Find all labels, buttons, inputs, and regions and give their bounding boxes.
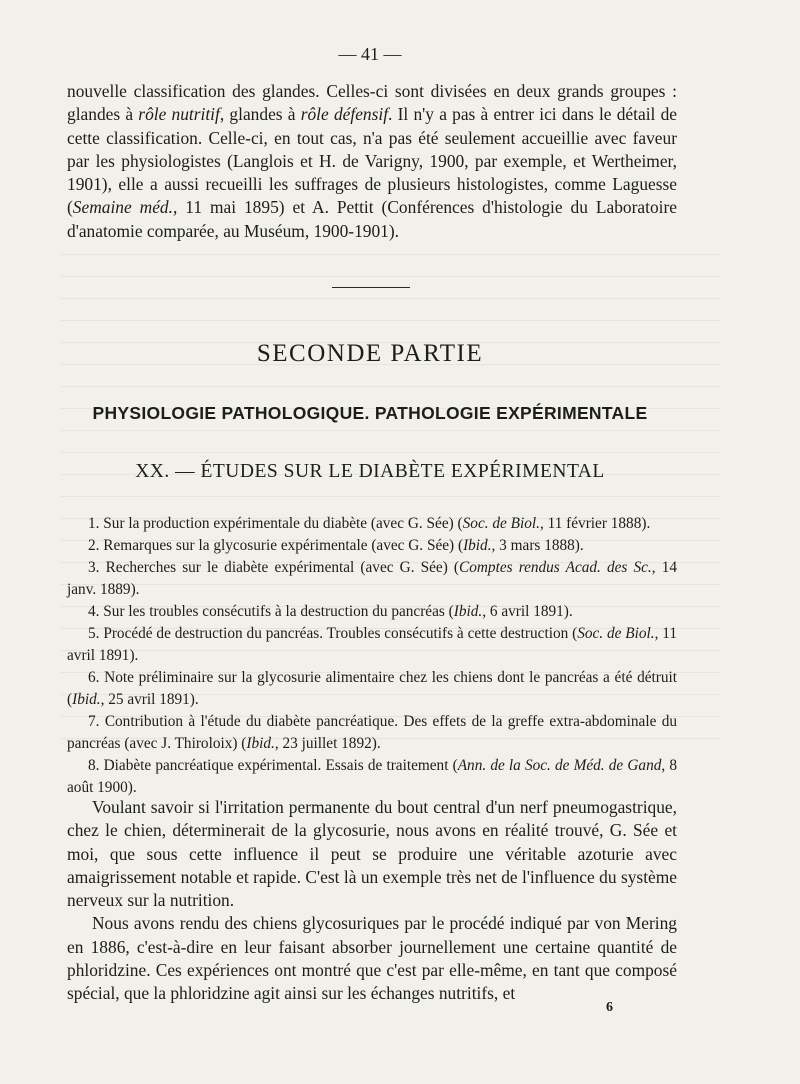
page-number: — 41 — bbox=[338, 44, 402, 64]
intro-paragraph: nouvelle classification des glandes. Celles-ci sont divisées en deux grands groupes : glandes à rôle nutritif, glandes à rôle défensif. Il n'y a pas à entrer ici dans le détail de cette classification. Celle-ci, en tout cas, n'a pas été seulement accueillie avec faveur par les physiologistes (Langlois et H. de Varigny, 1900, par exemple, et Wertheimer, 1901), elle a aussi recueilli les suffrages de plusieurs histologistes, comme Laguesse (Semaine méd., 11 mai 1895) et A. Pettit (Conférences d'histologie du Laboratoire d'anatomie comparée, au Muséum, 1900-1901). bbox=[67, 81, 677, 241]
body-text-block bbox=[67, 796, 677, 1006]
chapter-title: XX. — ÉTUDES SUR LE DIABÈTE EXPÉRIMENTAL bbox=[135, 461, 605, 482]
bibliography-item: 2. Remarques sur la glycosurie expérimentale (avec G. Sée) (Ibid., 3 mars 1888). bbox=[88, 537, 584, 554]
bibliography-item: 4. Sur les troubles consécutifs à la destruction du pancréas (Ibid., 6 avril 1891). bbox=[88, 603, 573, 620]
bibliography-item: 1. Sur la production expérimentale du diabète (avec G. Sée) (Soc. de Biol., 11 février 1888). bbox=[88, 515, 651, 532]
body-paragraph-1: Voulant savoir si l'irritation permanente du bout central d'un nerf pneumogastrique, chez le chien, déterminerait de la glycosurie, nous avons en réalité trouvé, G. Sée et moi, que sous cette influence il peut se produire une véritable azoturie avec amaigrissement notable et rapide. C'est là un exemple très net de l'influence du système nerveux sur la nutrition. bbox=[67, 797, 677, 911]
bibliography-item: 5. Procédé de destruction du pancréas. Troubles consécutifs à cette destruction (Soc. de Biol., 11 avril 1891). bbox=[67, 625, 677, 664]
bibliography-list bbox=[67, 513, 677, 799]
intro-paragraph-block bbox=[67, 80, 677, 243]
part-title: SECONDE PARTIE bbox=[256, 340, 484, 367]
signature-mark: 6 bbox=[606, 1000, 613, 1015]
bibliography-item: 6. Note préliminaire sur la glycosurie alimentaire chez les chiens dont le pancréas a été détruit (Ibid., 25 avril 1891). bbox=[67, 669, 677, 708]
separator-rule bbox=[332, 287, 410, 288]
bibliography-item: 8. Diabète pancréatique expérimental. Essais de traitement (Ann. de la Soc. de Méd. de Gand, 8 août 1900). bbox=[67, 757, 678, 796]
section-title: PHYSIOLOGIE PATHOLOGIQUE. PATHOLOGIE EXPÉRIMENTALE bbox=[92, 403, 648, 423]
bibliography-item: 3. Recherches sur le diabète expérimental (avec G. Sée) (Comptes rendus Acad. des Sc., 14 janv. 1889). bbox=[67, 559, 677, 598]
body-paragraph-2: Nous avons rendu des chiens glycosuriques par le procédé indiqué par von Mering en 1886, c'est-à-dire en leur faisant absorber journellement une certaine quantité de phloridzine. Ces expériences ont montré que c'est par elle-même, en tant que composé spécial, que la phloridzine agit ainsi sur les échanges nutritifs, et bbox=[67, 913, 677, 1004]
bibliography-item: 7. Contribution à l'étude du diabète pancréatique. Des effets de la greffe extra-abdominale du pancréas (avec J. Thiroloix) (Ibid., 23 juillet 1892). bbox=[67, 713, 677, 752]
